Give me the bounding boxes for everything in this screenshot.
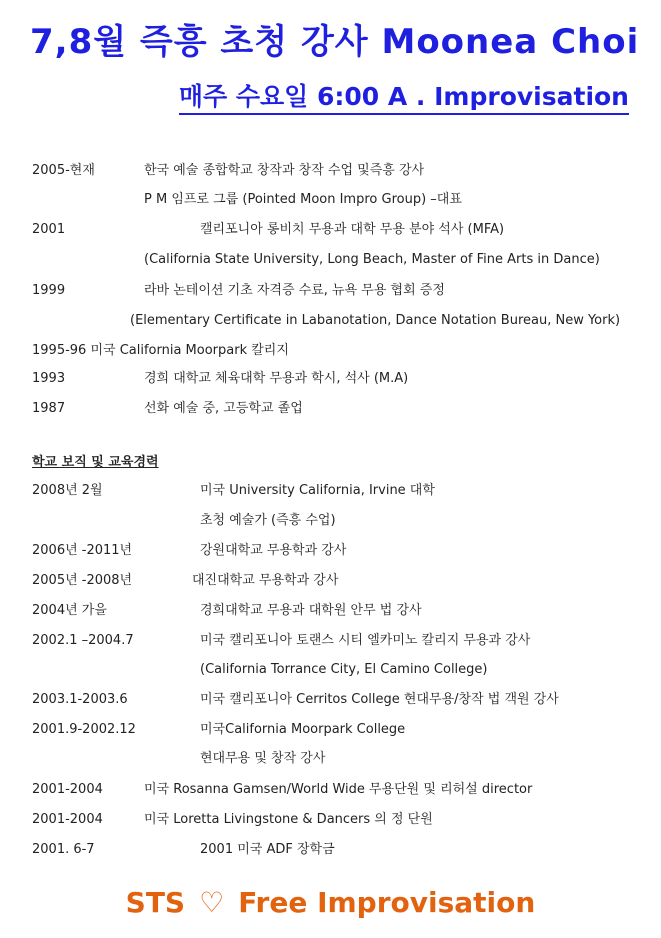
career-date: 2001-2004 — [32, 782, 103, 797]
career-date: 2001-2004 — [32, 812, 103, 827]
career-text: 대진대학교 무용학과 강사 — [192, 573, 339, 588]
career-text: 미국 캘리포니아 Cerritos College 현대무용/창작 법 객원 강사 — [200, 692, 559, 707]
career-date: 2001. 6-7 — [32, 842, 95, 857]
career-row — [0, 839, 661, 861]
profile-date: 1995-96 미국 California Moorpark 칼리지 — [32, 343, 289, 358]
profile-text: 한국 예술 종합학교 창작과 창작 수업 및즉흥 강사 — [144, 163, 425, 178]
profile-date: 1993 — [32, 371, 66, 386]
career-date: 2006년 -2011년 — [32, 543, 133, 558]
career-row — [0, 748, 661, 770]
profile-text: (California State University, Long Beach, Master of Fine Arts in Dance) — [144, 252, 600, 267]
schedule-subtitle: 매주 수요일 6:00 A . Improvisation — [179, 82, 629, 115]
career-text: 미국 University California, Irvine 대학 — [200, 483, 435, 498]
profile-text: 라바 논테이션 기초 자격증 수료, 뉴욕 무용 협회 증정 — [144, 283, 445, 298]
career-date: 2005년 -2008년 — [32, 573, 133, 588]
career-text: 현대무용 및 창작 강사 — [200, 751, 326, 766]
career-text: 2001 미국 ADF 장학금 — [200, 842, 335, 857]
career-text: 미국 캘리포니아 토랜스 시티 엘카미노 칼리지 무용과 강사 — [200, 633, 531, 648]
career-date: 2008년 2월 — [32, 483, 103, 498]
career-text: 강원대학교 무용학과 강사 — [200, 543, 347, 558]
footer-free-improvisation: Free Improvisation — [238, 886, 536, 919]
profile-date: 1999 — [32, 283, 66, 298]
career-row — [0, 510, 661, 532]
profile-row — [0, 398, 661, 420]
profile-date: 2005-현재 — [32, 163, 95, 178]
profile-row — [0, 310, 661, 332]
career-row — [0, 689, 661, 711]
career-date: 2004년 가을 — [32, 603, 107, 618]
profile-row — [0, 160, 661, 182]
career-row — [0, 480, 661, 502]
career-text: 초청 예술가 (즉흥 수업) — [200, 513, 336, 528]
career-date: 2002.1 –2004.7 — [32, 633, 134, 648]
career-row — [0, 659, 661, 681]
career-row — [0, 779, 661, 801]
profile-text: 캘리포니아 롱비치 무용과 대학 무용 분야 석사 (MFA) — [200, 222, 505, 237]
career-row — [0, 540, 661, 562]
career-text: 미국 Loretta Livingstone & Dancers 의 정 단원 — [144, 812, 433, 827]
career-text: 미국California Moorpark College — [200, 722, 406, 737]
career-row — [0, 600, 661, 622]
career-row — [0, 570, 661, 592]
heart-icon: ♡ — [199, 886, 225, 919]
career-text: 경희대학교 무용과 대학원 안무 법 강사 — [200, 603, 422, 618]
profile-text: P M 임프로 그룹 (Pointed Moon Impro Group) –대표 — [144, 192, 462, 207]
footer-sts: STS — [125, 886, 186, 919]
career-heading: 학교 보직 및 교육경력 — [32, 455, 159, 470]
profile-row — [0, 219, 661, 241]
profile-date: 1987 — [32, 401, 66, 416]
profile-text: 경희 대학교 체육대학 무용과 학시, 석사 (M.A) — [144, 371, 409, 386]
career-text: (California Torrance City, El Camino College) — [200, 662, 488, 677]
footer-banner — [0, 886, 661, 919]
career-date: 2003.1-2003.6 — [32, 692, 128, 707]
page-title: 7,8월 즉흥 초청 강사 Moonea Choi — [30, 22, 640, 62]
profile-text: (Elementary Certificate in Labanotation, Dance Notation Bureau, New York) — [130, 313, 621, 328]
profile-date: 2001 — [32, 222, 66, 237]
profile-row — [0, 249, 661, 271]
profile-row — [0, 368, 661, 390]
career-date: 2001.9-2002.12 — [32, 722, 136, 737]
career-row — [0, 809, 661, 831]
profile-row — [0, 189, 661, 211]
career-row — [0, 719, 661, 741]
profile-row — [0, 280, 661, 302]
profile-row — [0, 340, 661, 362]
career-row — [0, 630, 661, 652]
profile-text: 선화 예술 중, 고등학교 졸업 — [144, 401, 303, 416]
career-text: 미국 Rosanna Gamsen/World Wide 무용단원 및 리허설 director — [144, 782, 533, 797]
